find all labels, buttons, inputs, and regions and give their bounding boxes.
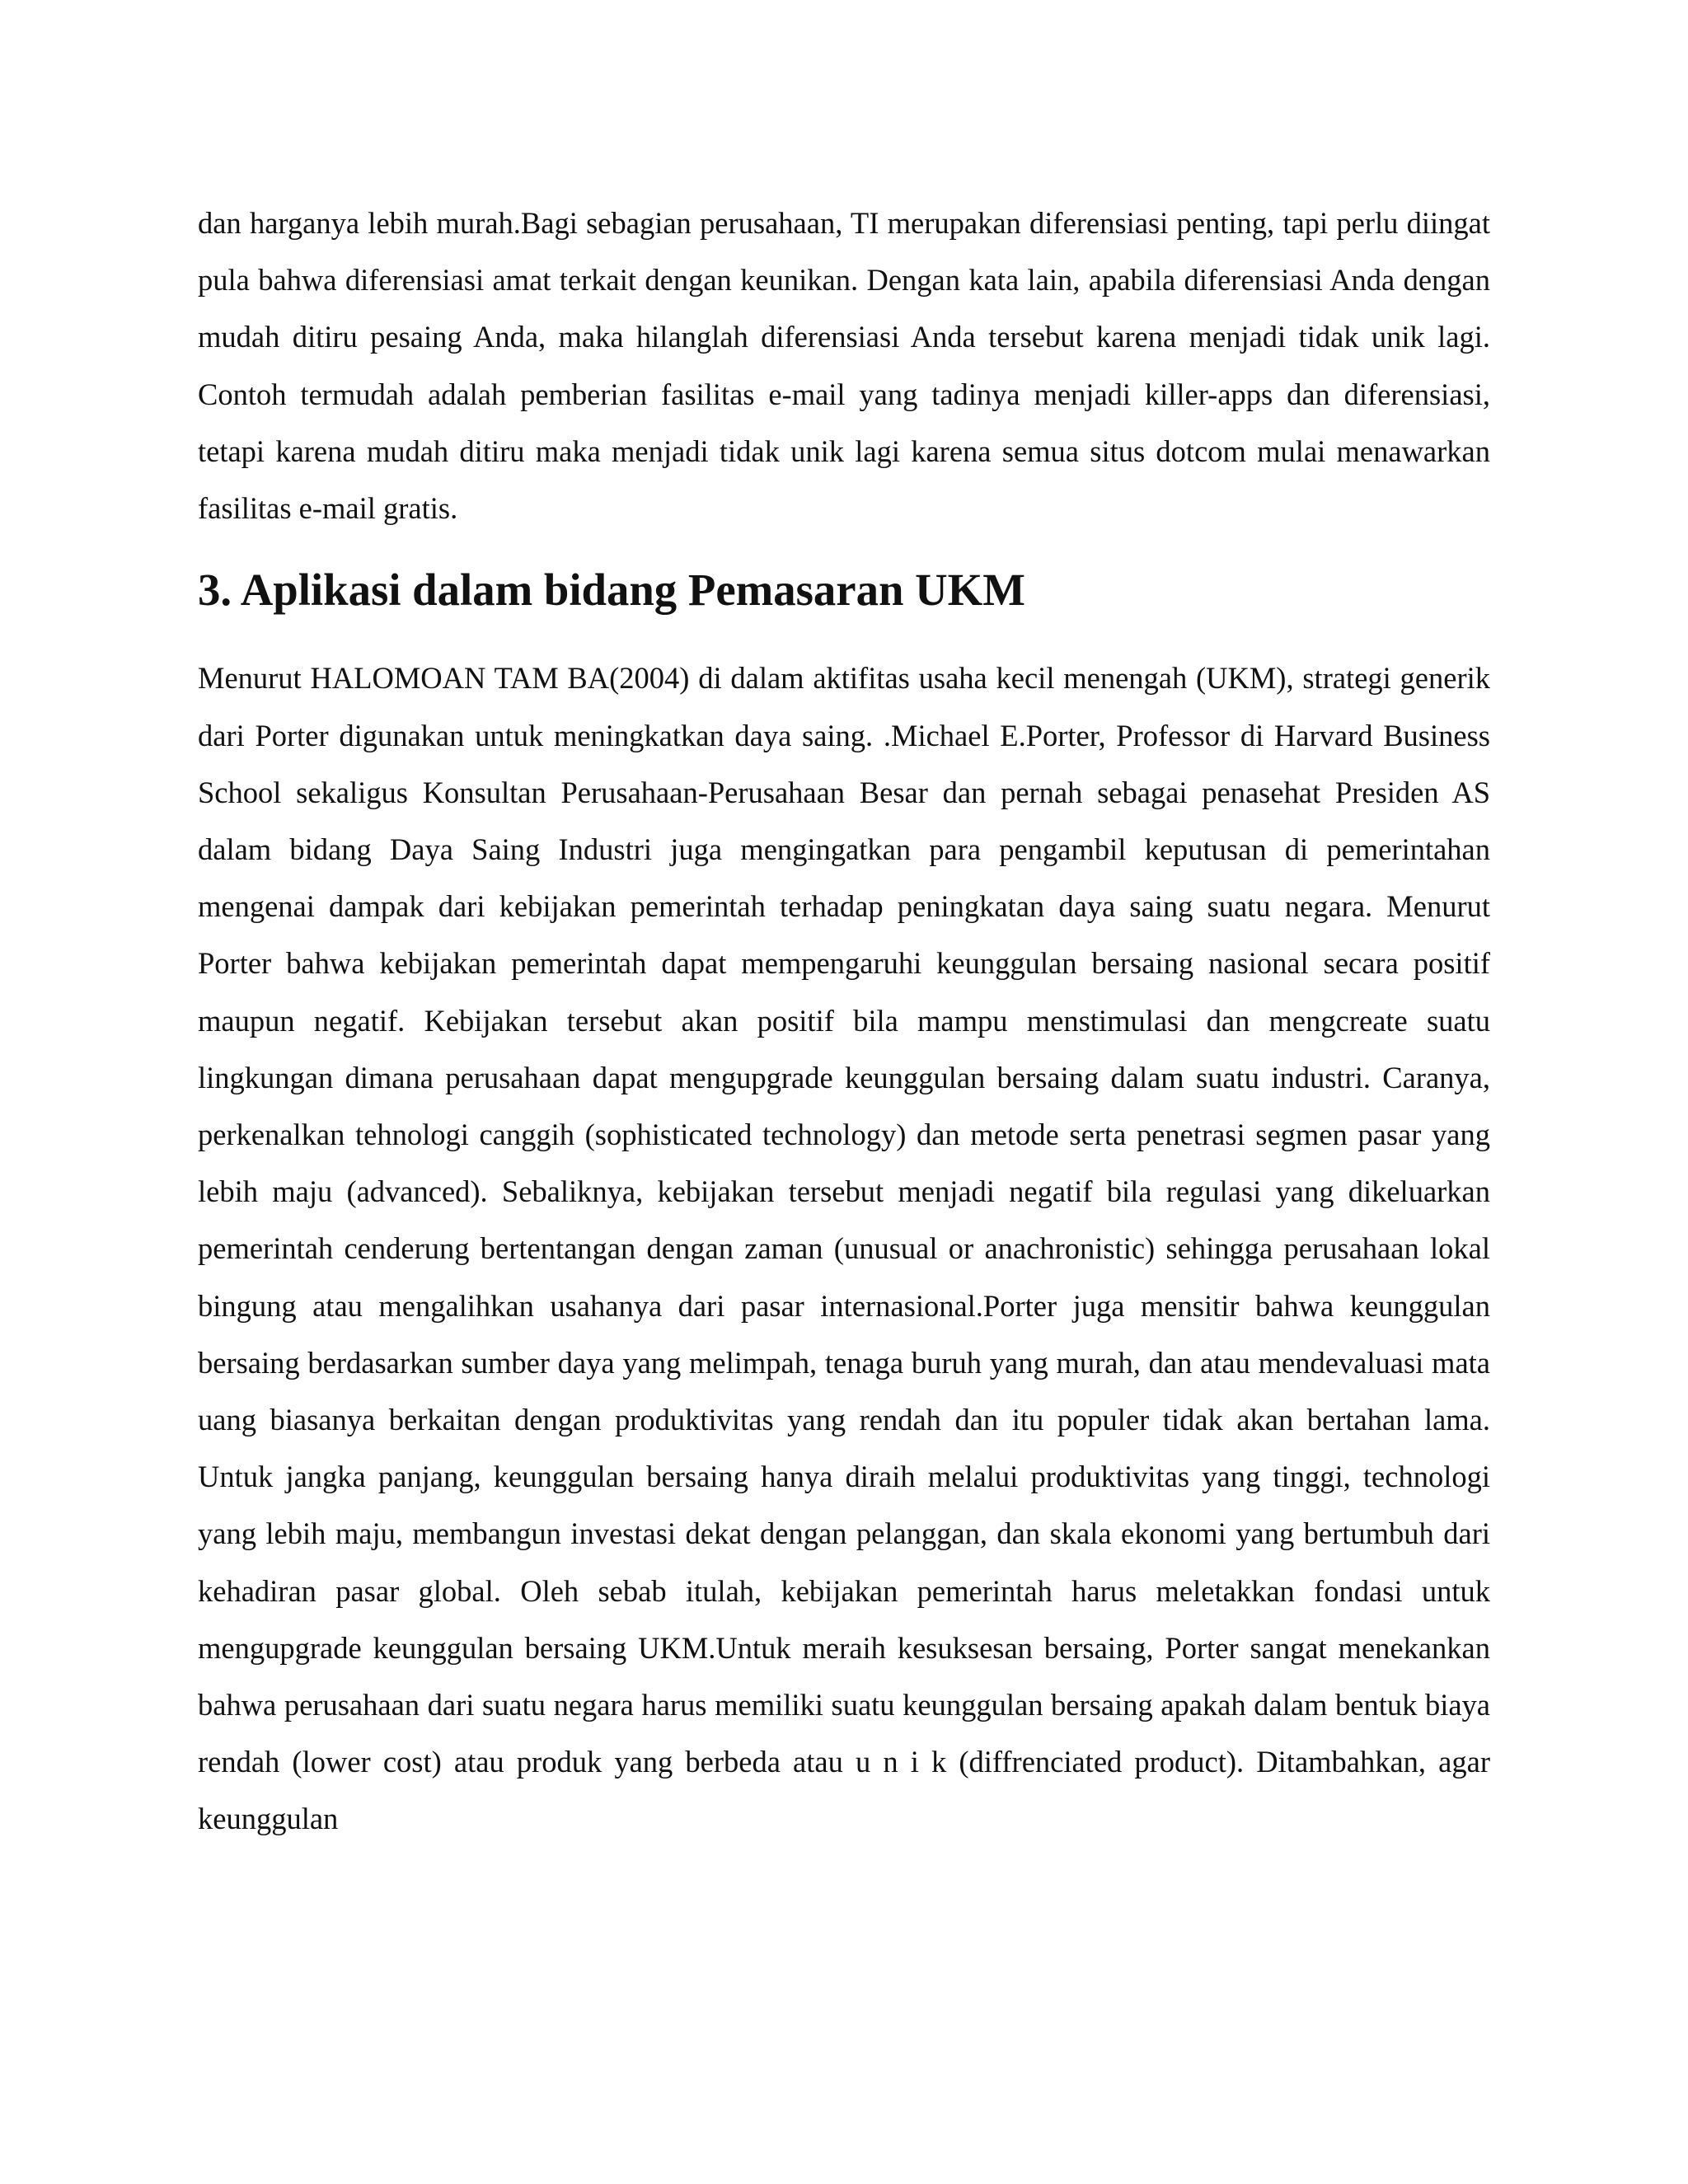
- body-paragraph-1: dan harganya lebih murah.Bagi sebagian perusahaan, TI merupakan diferensiasi penting, tapi perlu diingat pula bahwa diferensiasi amat terkait dengan keunikan. Dengan kata lain, apabila diferensiasi Anda dengan mudah ditiru pesaing Anda, maka hilanglah diferensiasi Anda tersebut karena menjadi tidak unik lagi. Contoh termudah adalah pemberian fasilitas e-mail yang tadinya menjadi killer-apps dan diferensiasi, tetapi karena mudah ditiru maka menjadi tidak unik lagi karena semua situs dotcom mulai menawarkan fasilitas e-mail gratis.: [198, 206, 1490, 526]
- body-paragraph-2: Menurut HALOMOAN TAM BA(2004) di dalam aktifitas usaha kecil menengah (UKM), strategi generik dari Porter digunakan untuk meningkatkan daya saing. .Michael E.Porter, Professor di Harvard Business School sekaligus Konsultan Perusahaan-Perusahaan Besar dan pernah sebagai penasehat Presiden AS dalam bidang Daya Saing Industri juga mengingatkan para pengambil keputusan di pemerintahan mengenai dampak dari kebijakan pemerintah terhadap peningkatan daya saing suatu negara. Menurut Porter bahwa kebijakan pemerintah dapat mempengaruhi keunggulan bersaing nasional secara positif maupun negatif. Kebijakan tersebut akan positif bila mampu menstimulasi dan mengcreate suatu lingkungan dimana perusahaan dapat mengupgrade keunggulan bersaing dalam suatu industri. Caranya, perkenalkan tehnologi canggih (sophisticated technology) dan metode serta penetrasi segmen pasar yang lebih maju (advanced). Sebaliknya, kebijakan tersebut menjadi negatif bila regulasi yang dikeluarkan pemerintah cenderung bertentangan dengan zaman (unusual or anachronistic) sehingga perusahaan lokal bingung atau mengalihkan usahanya dari pasar internasional.Porter juga mensitir bahwa keunggulan bersaing berdasarkan sumber daya yang melimpah, tenaga buruh yang murah, dan atau mendevaluasi mata uang biasanya berkaitan dengan produktivitas yang rendah dan itu populer tidak akan bertahan lama. Untuk jangka panjang, keunggulan bersaing hanya diraih melalui produktivitas yang tinggi, technologi yang lebih maju, membangun investasi dekat dengan pelanggan, dan skala ekonomi yang bertumbuh dari kehadiran pasar global. Oleh sebab itulah, kebijakan pemerintah harus meletakkan fondasi untuk mengupgrade keunggulan bersaing UKM.Untuk meraih kesuksesan bersaing, Porter sangat menekankan bahwa perusahaan dari suatu negara harus memiliki suatu keunggulan bersaing apakah dalam bentuk biaya rendah (lower cost) atau produk yang berbeda atau u n i k (diffrenciated product). Ditambahkan, agar keunggulan: [198, 661, 1490, 1836]
- document-page: [198, 194, 1490, 1848]
- section-heading: 3. Aplikasi dalam bidang Pemasaran UKM: [198, 565, 1025, 616]
